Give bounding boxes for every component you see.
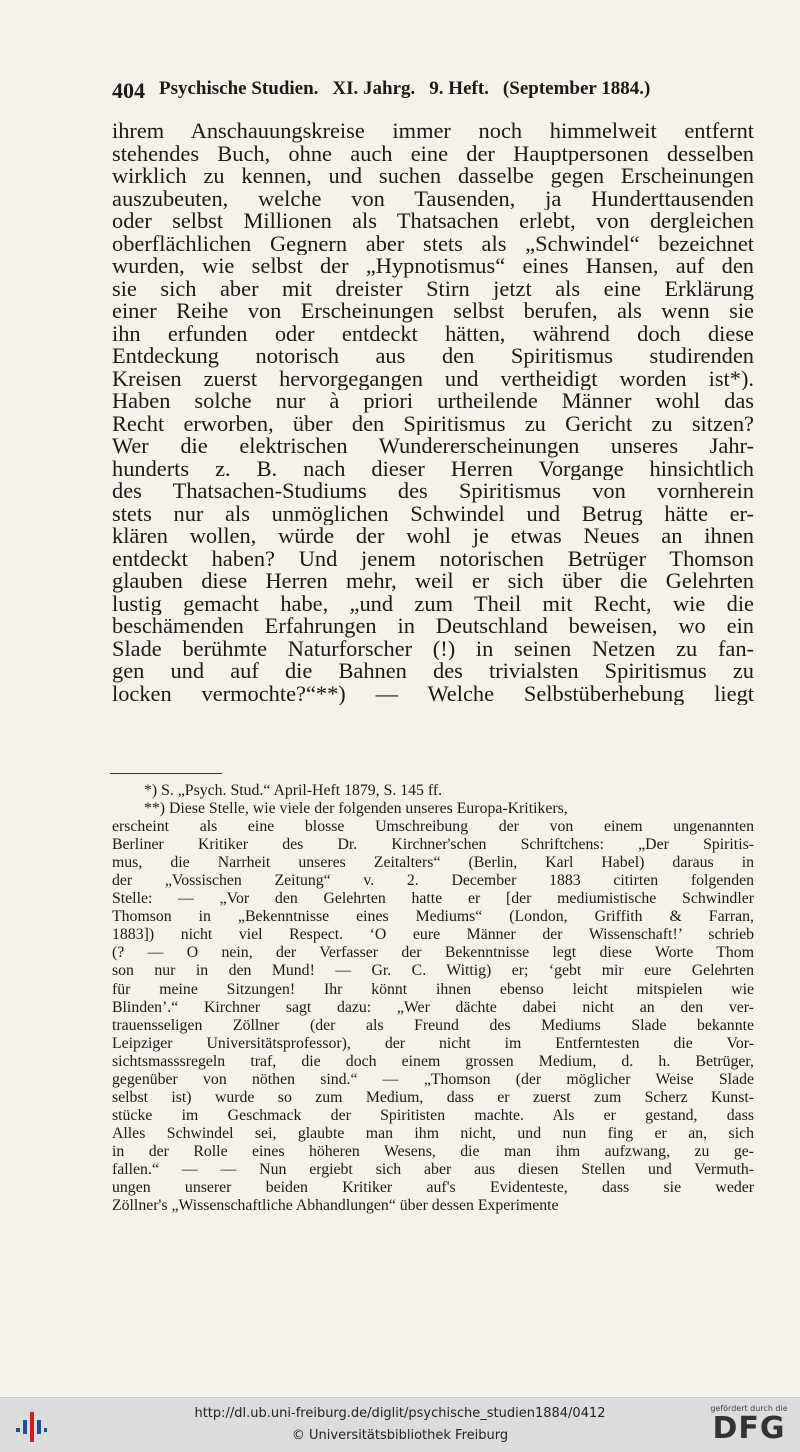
dfg-tagline: gefördert durch die (710, 1404, 788, 1413)
text-line: Recht erworben, über den Spiritismus zu Gericht zu sitzen? (112, 412, 754, 435)
text-line: des Thatsachen-Studiums des Spiritismus von vornherein (112, 480, 754, 503)
text-line: lustig gemacht habe, „und zum Theil mit Recht, wie die (112, 592, 754, 615)
text-line: stehendes Buch, ohne auch eine der Hauptpersonen desselben (112, 142, 754, 165)
footnote-line: der „Vossischen Zeitung“ v. 2. December 1883 citirten folgenden (112, 872, 754, 890)
main-text (112, 120, 754, 705)
date-label: (September 1884.) (502, 78, 651, 99)
text-line: sie sich aber mit dreister Stirn jetzt als eine Erklärung (112, 277, 754, 300)
text-line: stets nur als unmöglichen Schwindel und Betrug hätte er- (112, 502, 754, 525)
footnote-line: erscheint als eine blosse Umschreibung der von einem ungenannten (112, 818, 754, 836)
dfg-wordmark: DFG (712, 1411, 786, 1446)
page-number: 404 (112, 78, 145, 103)
footnote-line: fallen.“ — — Nun ergiebt sich aber aus diesen Stellen und Vermuth- (112, 1160, 754, 1178)
issue-label: 9. Heft. (429, 78, 489, 99)
footnote-line: Zöllner's „Wissenschaftliche Abhandlungen“ über dessen Experimente (112, 1197, 559, 1215)
footnote-line: 1883]) nicht viel Respect. ‘O eure Männer der Wissenschaft!’ schrieb (112, 926, 754, 944)
text-line: Haben solche nur à priori urtheilende Männer wohl das (112, 390, 754, 413)
journal-title: Psychische Studien. (159, 78, 319, 99)
text-line: Slade berühmte Naturforscher (!) in seinen Netzen zu fan- (112, 637, 754, 660)
footnote-line: für meine Sitzungen! Ihr könnt ihnen ebenso leicht mitspielen wie (112, 980, 754, 998)
text-line: Wer die elektrischen Wundererscheinungen unseres Jahr- (112, 435, 754, 458)
text-line: Kreisen zuerst hervorgegangen und vertheidigt worden ist*). (112, 367, 754, 390)
viewer-footer (0, 1397, 800, 1452)
dfg-logo (706, 1402, 792, 1448)
text-line: auszubeuten, welche von Tausenden, ja Hunderttausenden (112, 187, 754, 210)
text-line: oberflächlichen Gegnern aber stets als „Schwindel“ bezeichnet (112, 232, 754, 255)
text-line: oder selbst Millionen als Thatsachen erlebt, von dergleichen (112, 210, 754, 233)
text-line: beschämenden Erfahrungen in Deutschland beweisen, wo ein (112, 615, 754, 638)
footnote-line: Thomson in „Bekenntnisse eines Mediums“ (London, Griffith & Farran, (112, 908, 754, 926)
footnote-line: Stelle: — „Vor den Gelehrten hatte er [der mediumistische Schwindler (112, 890, 754, 908)
text-line: glauben diese Herren mehr, weil er sich über die Gelehrten (112, 570, 754, 593)
footnote-line: in der Rolle eines höheren Wesens, die man ihm aufzwang, zu ge- (112, 1142, 754, 1160)
footnote-divider (110, 773, 222, 774)
footnote-line: stücke im Geschmack der Spiritisten machte. Als er gestand, dass (112, 1106, 754, 1124)
footnote-line: selbst ist) wurde so zum Medium, dass er zuerst zum Scherz Kunst- (112, 1088, 754, 1106)
text-line: locken vermochte?“**) — Welche Selbstüberhebung liegt (112, 682, 754, 705)
text-line: klären wollen, würde der wohl je etwas Neues an ihnen (112, 525, 754, 548)
text-line: einer Reihe von Erscheinungen selbst berufen, als wenn sie (112, 300, 754, 323)
text-line: ihn erfunden oder entdeckt hätten, während doch diese (112, 322, 754, 345)
copyright-text: © Universitätsbibliothek Freiburg (291, 1428, 509, 1443)
footnote-line: **) Diese Stelle, wie viele der folgenden unseres Europa-Kritikers, (144, 800, 568, 818)
text-line: gen und auf die Bahnen des trivialsten Spiritismus zu (112, 660, 754, 683)
footnote-line: Leipziger Universitätsprofessor), der nicht im Entferntesten die Vor- (112, 1034, 754, 1052)
document-url[interactable]: http://dl.ub.uni-freiburg.de/diglit/psychische_studien1884/0412 (194, 1406, 606, 1421)
text-line: entdeckt haben? Und jenem notorischen Betrüger Thomson (112, 547, 754, 570)
text-line: Entdeckung notorisch aus den Spiritismus studirenden (112, 345, 754, 368)
text-line: wurden, wie selbst der „Hypnotismus“ eines Hansen, auf den (112, 255, 754, 278)
footnote-line: Blinden’.“ Kirchner sagt dazu: „Wer dächte dabei nicht an den ver- (112, 998, 754, 1016)
footnote-line: gegenüber von nöthen sind.“ — „Thomson (der möglicher Weise Slade (112, 1070, 754, 1088)
footnote-line: son nur in den Mund! — Gr. C. Wittig) er; ‘gebt mir eure Gelehrten (112, 962, 754, 980)
volume-label: XI. Jahrg. (332, 78, 416, 99)
text-line: ihrem Anschauungskreise immer noch himmelweit entfernt (112, 120, 754, 143)
footnote-line: *) S. „Psych. Stud.“ April-Heft 1879, S. 145 ff. (144, 782, 443, 799)
footnote-line: (? — O nein, der Verfasser der Bekenntnisse legt diese Worte Thom (112, 944, 754, 962)
footnote-line: ungen unserer beiden Kritiker auf's Evidenteste, dass sie weder (112, 1179, 754, 1197)
text-line: hunderts z. B. nach dieser Herren Vorgange hinsichtlich (112, 457, 754, 480)
footnote-line: Berliner Kritiker des Dr. Kirchner'schen Schriftchens: „Der Spiritis- (112, 836, 754, 854)
text-line: wirklich zu kennen, und suchen dasselbe gegen Erscheinungen (112, 165, 754, 188)
running-header (112, 78, 752, 104)
footnote-line: sichtsmasssregeln traf, die doch einem grossen Medium, d. h. Betrüger, (112, 1052, 754, 1070)
footnote-line: Alles Schwindel sei, glaubte man ihm nicht, und nun fing er an, sich (112, 1124, 754, 1142)
footnote-line: mus, die Narrheit unseres Zeitalters“ (Berlin, Karl Habel) daraus in (112, 854, 754, 872)
footnotes (112, 782, 754, 1215)
footnote-line: trauensseligen Zöllner (der als Freund des Mediums Slade bekannte (112, 1016, 754, 1034)
